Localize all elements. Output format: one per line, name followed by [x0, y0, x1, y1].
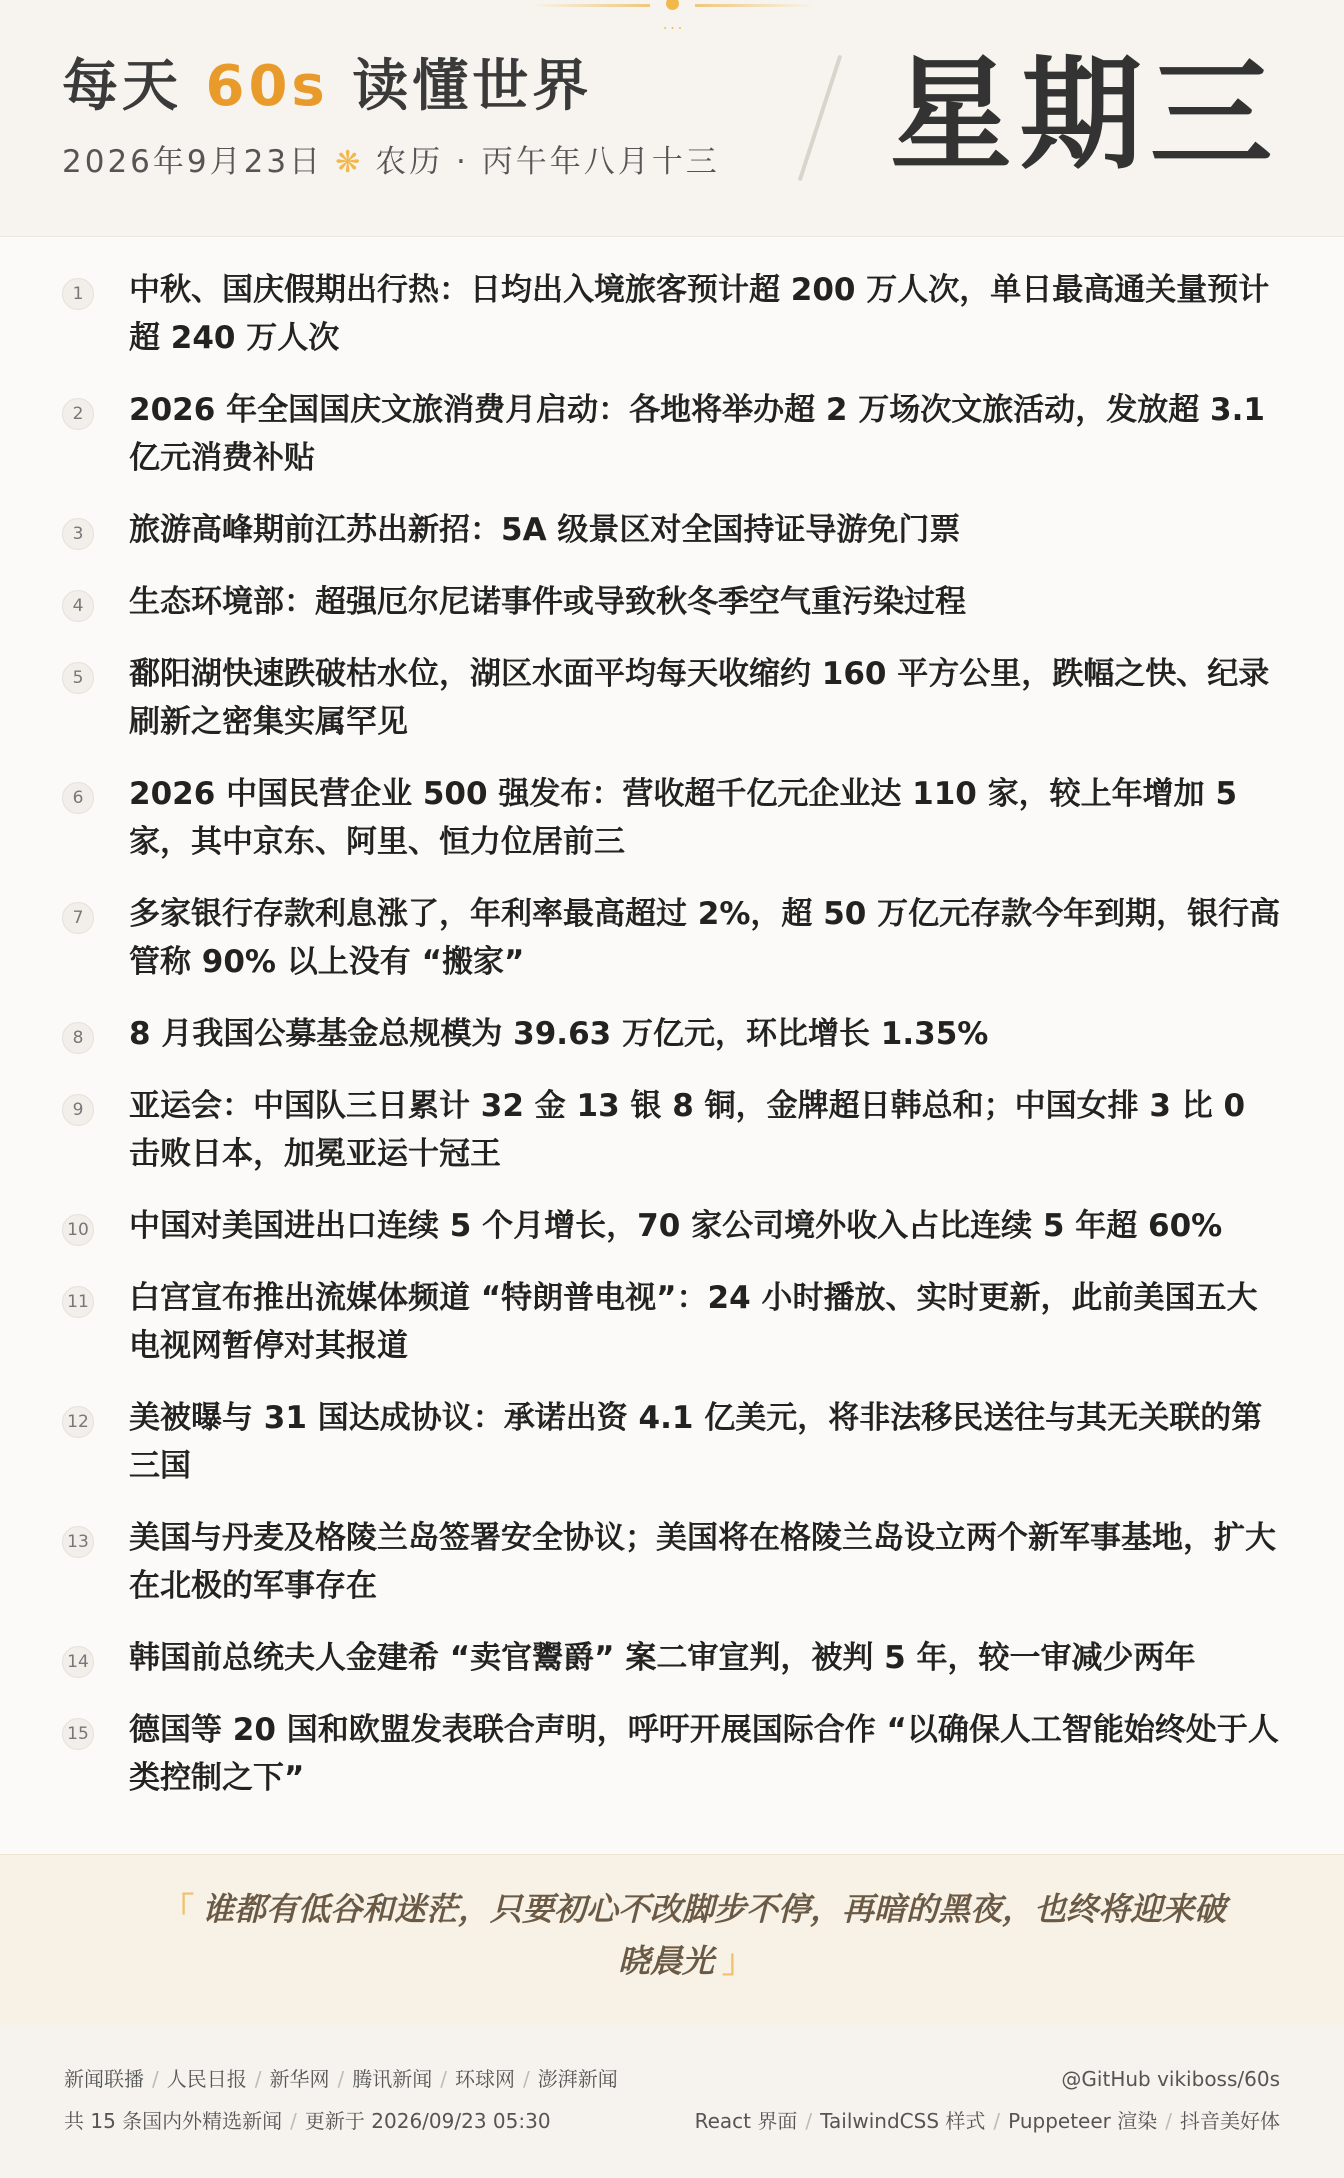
date-line: [62, 140, 720, 185]
news-item: [62, 1706, 1282, 1802]
news-item: [62, 1394, 1282, 1490]
footer: [0, 2024, 1344, 2178]
daily-quote: 「 谁都有低谷和迷茫，只要初心不改脚步不停，再暗的黑夜，也终将迎来破晓晨光 」: [161, 1890, 1227, 1980]
news-item: [62, 1514, 1282, 1610]
news-item: [62, 650, 1282, 746]
news-text: 多家银行存款利息涨了，年利率最高超过 2%，超 50 万亿元存款今年到期，银行高管称 90% 以上没有 “搬家”: [129, 896, 1281, 980]
source-name: 澎湃新闻: [537, 2067, 618, 2091]
news-text: 鄱阳湖快速跌破枯水位，湖区水面平均每天收缩约 160 平方公里，跌幅之快、纪录刷新之密集实属罕见: [129, 656, 1270, 740]
news-item: [62, 386, 1282, 482]
source-name: 环球网: [455, 2067, 515, 2091]
news-item: [62, 1274, 1282, 1370]
news-text: 韩国前总统夫人金建希 “卖官鬻爵” 案二审宣判，被判 5 年，较一审减少两年: [129, 1640, 1196, 1676]
news-number-badge: 9: [62, 1094, 94, 1126]
news-item: [62, 266, 1282, 362]
news-item: [62, 506, 1282, 554]
news-text: 生态环境部：超强厄尔尼诺事件或导致秋冬季空气重污染过程: [129, 584, 966, 620]
news-item: [62, 578, 1282, 626]
dot-icon: [666, 0, 679, 10]
quote-open-icon: 「: [161, 1890, 194, 1928]
news-text: 中秋、国庆假期出行热：日均出入境旅客预计超 200 万人次，单日最高通关量预计超 240 万人次: [129, 272, 1270, 356]
star-icon: ❋: [335, 145, 364, 180]
source-name: 腾讯新闻: [352, 2067, 433, 2091]
lunar-date: 农历 · 丙午年八月十三: [375, 144, 720, 180]
quote-close-icon: 」: [722, 1942, 755, 1980]
news-item: [62, 1010, 1282, 1058]
news-text: 白宫宣布推出流媒体频道 “特朗普电视”：24 小时播放、实时更新，此前美国五大电视网暂停对其报道: [129, 1280, 1258, 1364]
news-number-badge: 10: [62, 1214, 94, 1246]
summary-line: 共 15 条国内外精选新闻 / 更新于 2026/09/23 05:30: [64, 2109, 551, 2133]
news-item: [62, 890, 1282, 986]
news-number-badge: 13: [62, 1526, 94, 1558]
news-number-badge: 8: [62, 1022, 94, 1054]
news-number-badge: 4: [62, 590, 94, 622]
source-name: 新华网: [269, 2067, 330, 2091]
news-item: [62, 770, 1282, 866]
tech-name: TailwindCSS 样式: [820, 2109, 986, 2133]
news-text: 2026 中国民营企业 500 强发布：营收超千亿元企业达 110 家，较上年增加 5 家，其中京东、阿里、恒力位居前三: [129, 776, 1238, 860]
page-title: 每天 60s 读懂世界: [62, 54, 593, 119]
quote-box: [0, 1854, 1344, 2026]
date: 2026年9月23日: [62, 144, 324, 180]
source-name: 新闻联播: [64, 2067, 144, 2091]
news-number-badge: 1: [62, 278, 94, 310]
title-highlight: 60s: [205, 54, 329, 119]
news-text: 美国与丹麦及格陵兰岛签署安全协议；美国将在格陵兰岛设立两个新军事基地，扩大在北极的军事存在: [129, 1520, 1276, 1604]
news-number-badge: 15: [62, 1718, 94, 1750]
source-name: 人民日报: [166, 2067, 247, 2091]
news-text: 亚运会：中国队三日累计 32 金 13 银 8 铜，金牌超日韩总和；中国女排 3 比 0 击败日本，加冕亚运十冠王: [129, 1088, 1246, 1172]
divider: [798, 55, 843, 182]
news-text: 2026 年全国国庆文旅消费月启动：各地将举办超 2 万场次文旅活动，发放超 3.1 亿元消费补贴: [129, 392, 1265, 476]
news-text: 8 月我国公募基金总规模为 39.63 万亿元，环比增长 1.35%: [129, 1016, 989, 1052]
header: [0, 0, 1344, 237]
tech-name: React 界面: [694, 2109, 798, 2133]
news-item: [62, 1634, 1282, 1682]
news-item: [62, 1202, 1282, 1250]
news-number-badge: 2: [62, 398, 94, 430]
news-number-badge: 6: [62, 782, 94, 814]
tech-list: React 界面 / TailwindCSS 样式 / Puppeteer 渲染 / 抖音美好体: [694, 2109, 1280, 2133]
tech-name: Puppeteer 渲染: [1008, 2109, 1158, 2133]
weekday: 星期三: [890, 44, 1280, 186]
news-number-badge: 14: [62, 1646, 94, 1678]
news-text: 旅游高峰期前江苏出新招：5A 级景区对全国持证导游免门票: [129, 512, 961, 548]
news-number-badge: 12: [62, 1406, 94, 1438]
news-number-badge: 11: [62, 1286, 94, 1318]
news-text: 德国等 20 国和欧盟发表联合声明，呼吁开展国际合作 “以确保人工智能始终处于人类控制之下”: [129, 1712, 1279, 1796]
source-list: 新闻联播 / 人民日报 / 新华网 / 腾讯新闻 / 环球网 / 澎湃新闻: [64, 2067, 618, 2091]
news-count: 共 15 条国内外精选新闻: [64, 2109, 283, 2133]
news-number-badge: 3: [62, 518, 94, 550]
news-text: 中国对美国进出口连续 5 个月增长，70 家公司境外收入占比连续 5 年超 60%: [129, 1208, 1223, 1244]
news-text: 美被曝与 31 国达成协议：承诺出资 4.1 亿美元，将非法移民送往与其无关联的第三国: [129, 1400, 1263, 1484]
repo-link[interactable]: @GitHub vikiboss/60s: [1061, 2067, 1280, 2091]
update-time: 更新于 2026/09/23 05:30: [304, 2109, 551, 2133]
news-number-badge: 5: [62, 662, 94, 694]
news-item: [62, 1082, 1282, 1178]
top-decoration: ···: [530, 0, 815, 40]
news-number-badge: 7: [62, 902, 94, 934]
tech-name: 抖音美好体: [1180, 2109, 1280, 2133]
